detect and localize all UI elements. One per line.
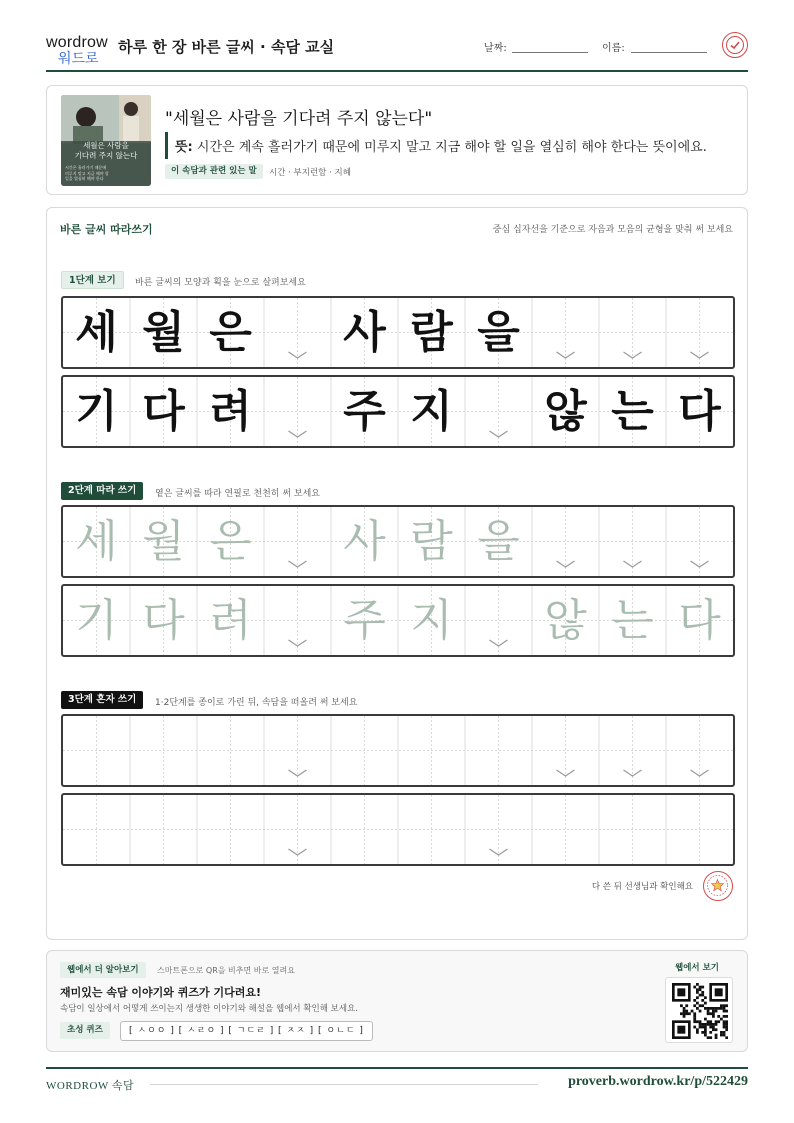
- practice-char: 은: [209, 516, 252, 567]
- meaning-accent-bar: [165, 132, 168, 159]
- practice-char: 람: [410, 516, 453, 567]
- step3-grid-row1[interactable]: [61, 714, 735, 787]
- qr-code-icon: [672, 983, 728, 1039]
- footer-brand: WORDROW 속담: [46, 1080, 135, 1092]
- practice-guide: 중심 십자선을 기준으로 자음과 모음의 균형을 맞춰 써 보세요: [492, 225, 733, 235]
- wordrow-logo: [46, 34, 110, 67]
- practice-char: 기: [75, 386, 118, 437]
- proverb-illustration: [61, 95, 151, 186]
- page-title: 하루 한 장 바른 글씨 · 속담 교실: [118, 38, 335, 56]
- step3-badge: 3단계 혼자 쓰기: [61, 691, 143, 709]
- step1-grid-row2: [61, 375, 735, 448]
- practice-char: 려: [209, 595, 252, 646]
- step1-description: 바른 글씨의 모양과 획을 눈으로 살펴보세요: [135, 278, 306, 288]
- thumb-caption-line2: 미루지 말고 지금 해야 할: [65, 170, 109, 176]
- step2-badge: 2단계 따라 쓰기: [61, 482, 143, 500]
- practice-char: 월: [142, 307, 185, 358]
- practice-char: 은: [209, 307, 252, 358]
- proverb-meaning: [175, 136, 707, 155]
- meaning-label: 뜻:: [175, 140, 193, 155]
- qr-note: 스마트폰으로 QR을 비추면 바로 열려요: [157, 966, 295, 975]
- practice-char: 세: [75, 307, 118, 358]
- footer-rule: [150, 1084, 538, 1085]
- practice-char: 주: [343, 595, 386, 646]
- practice-char: 지: [410, 595, 453, 646]
- web-headline: 재미있는 속담 이야기와 퀴즈가 기다려요!: [60, 986, 261, 999]
- page-header: [46, 30, 748, 72]
- handwriting-practice: [46, 207, 748, 940]
- practice-char: 월: [142, 516, 185, 567]
- practice-char: 지: [410, 386, 453, 437]
- date-field[interactable]: [512, 52, 588, 53]
- meaning-text: 시간은 계속 흘러가기 때문에 미루지 말고 지금 해야 할 일을 열심히 해야 한다는 뜻이에요.: [196, 140, 707, 155]
- practice-char: 는: [611, 386, 654, 437]
- name-field[interactable]: [631, 52, 707, 53]
- practice-char: 사: [343, 307, 386, 358]
- chosung-quiz: [ ㅅㅇㅇ ] [ ㅅㄹㅇ ] [ ㄱㄷㄹ ] [ ㅈㅈ ] [ ㅇㄴㄷ ]: [120, 1021, 373, 1041]
- grid-lines: [63, 795, 733, 864]
- check-stamp-icon: [722, 32, 748, 58]
- practice-char: 을: [477, 516, 520, 567]
- step2-grid-row1[interactable]: [61, 505, 735, 578]
- practice-char: 않: [544, 595, 587, 646]
- practice-char: 다: [142, 595, 185, 646]
- practice-char: 사: [343, 516, 386, 567]
- step1-badge: 1단계 보기: [61, 271, 124, 289]
- logo-wordmark: wordrow: [46, 34, 108, 51]
- footer-url[interactable]: proverb.wordrow.kr/p/522429: [568, 1074, 748, 1089]
- teacher-confirm-note: 다 쓴 뒤 선생님과 확인해요: [591, 882, 693, 892]
- step3-description: 1·2단계를 종이로 가린 뒤, 속담을 떠올려 써 보세요: [155, 698, 358, 708]
- web-more-box: [46, 950, 748, 1052]
- step3-grid-row2[interactable]: [61, 793, 735, 866]
- footer-divider: [46, 1067, 748, 1069]
- practice-char: 다: [142, 386, 185, 437]
- related-words-tags: 시간 · 부지런함 · 지혜: [269, 168, 351, 178]
- practice-char: 주: [343, 386, 386, 437]
- quiz-label: 초성 퀴즈: [60, 1022, 110, 1039]
- date-label: 날짜:: [484, 43, 507, 54]
- practice-char: 세: [75, 516, 118, 567]
- step1-grid-row1: [61, 296, 735, 369]
- grid-lines: [63, 716, 733, 785]
- practice-char: 않: [544, 386, 587, 437]
- web-badge: 웹에서 더 알아보기: [60, 962, 146, 978]
- practice-char: 기: [75, 595, 118, 646]
- step2-description: 옅은 글씨를 따라 연필로 천천히 써 보세요: [155, 489, 320, 499]
- qr-code[interactable]: [665, 977, 733, 1043]
- star-stamp-icon: [703, 871, 733, 901]
- practice-title: 바른 글씨 따라쓰기: [60, 223, 153, 236]
- thumb-caption-line3: 일을 열심히 해야 한다: [65, 176, 104, 181]
- practice-char: 람: [410, 307, 453, 358]
- thumb-title-line1: 세월은 사람을: [83, 141, 129, 150]
- thumb-title-line2: 기다려 주지 않는다: [74, 151, 138, 160]
- name-label: 이름:: [602, 43, 625, 54]
- practice-char: 는: [611, 595, 654, 646]
- qr-title: 웹에서 보기: [674, 963, 719, 973]
- proverb-card: [46, 85, 748, 195]
- thumb-caption-line1: 시간은 흘러가기 때문에: [65, 165, 107, 170]
- step2-grid-row2[interactable]: [61, 584, 735, 657]
- web-description: 속담이 일상에서 어떻게 쓰이는지 생생한 이야기와 해설을 웹에서 확인해 보세요.: [60, 1004, 358, 1014]
- proverb-text: "세월은 사람을 기다려 주지 않는다": [165, 109, 433, 129]
- logo-korean: 워드로: [58, 51, 99, 67]
- practice-char: 다: [678, 595, 721, 646]
- practice-char: 을: [477, 307, 520, 358]
- practice-char: 다: [678, 386, 721, 437]
- practice-char: 려: [209, 386, 252, 437]
- related-words-label: 이 속담과 관련 있는 말: [165, 164, 263, 179]
